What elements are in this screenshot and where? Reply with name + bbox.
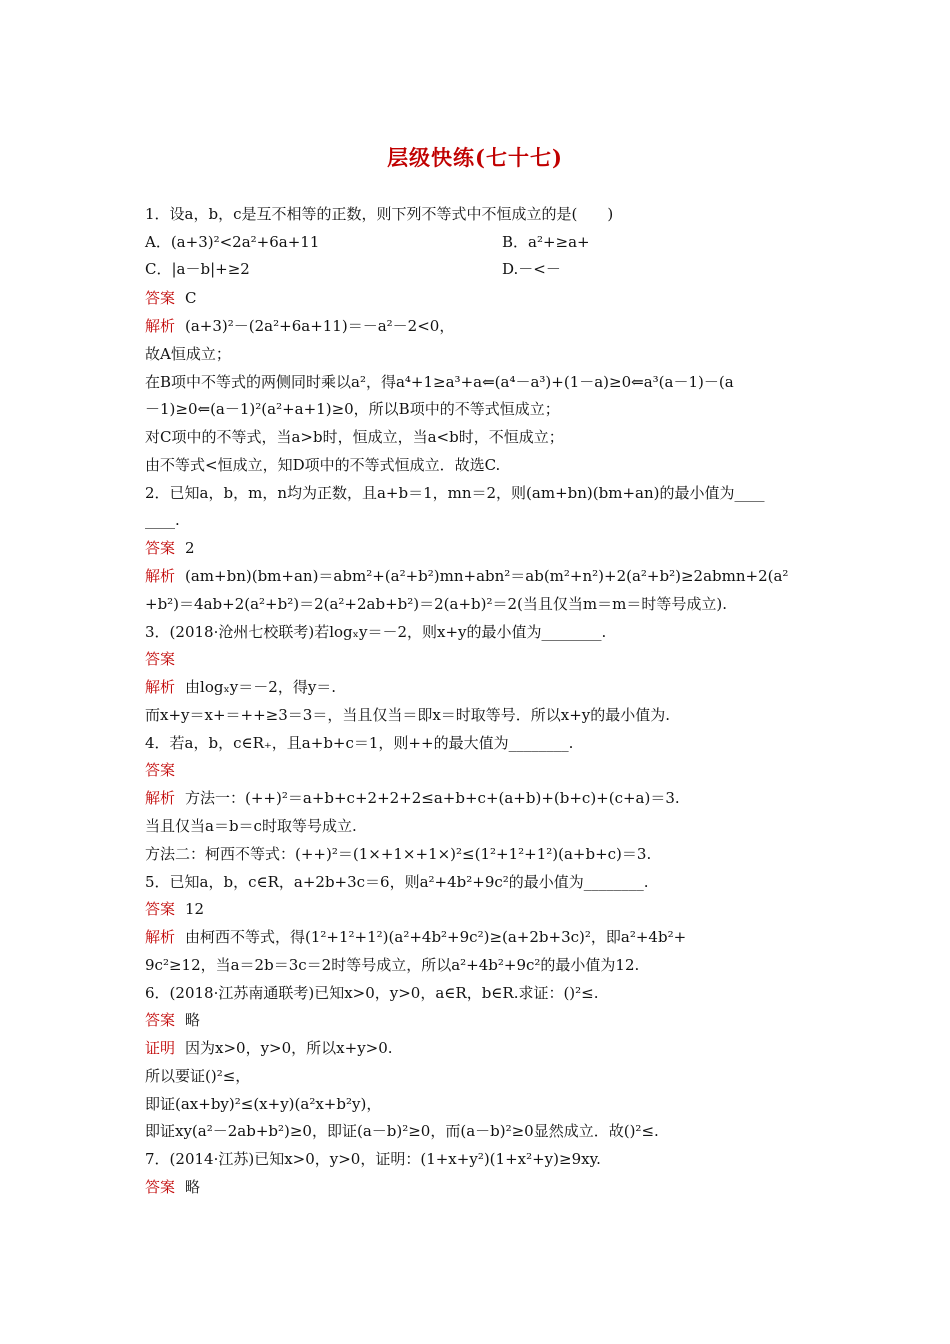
text-line [145, 427, 810, 447]
text-line [145, 1066, 810, 1086]
line-text: －1)≥0⇐(a－1)²(a²+a+1)≥0，所以B项中的不等式恒成立； [145, 400, 560, 418]
line-text: 由柯西不等式，得(1²+1²+1²)(a²+4b²+9c²)≥(a+2b+3c)²，即a²+4b²+ [185, 928, 687, 946]
line-text: ____. [145, 511, 180, 529]
text-line [145, 760, 810, 780]
line-text: 略 [185, 1011, 201, 1029]
text-line [145, 1094, 810, 1114]
answer-tag: 解析 [145, 567, 176, 585]
line-text: 3．(2018·沧州七校联考)若logₓy＝－2，则x+y的最小值为________. [145, 623, 607, 641]
text-line [145, 677, 810, 697]
line-text: (a+3)²－(2a²+6a+11)＝－a²－2<0， [185, 317, 455, 335]
choice-option: A．(a+3)²<2a²+6a+11 [145, 233, 320, 251]
text-line [145, 510, 810, 530]
text-line [145, 1038, 810, 1058]
answer-tag: 答案 [145, 539, 176, 557]
answer-tag: 解析 [145, 678, 176, 696]
line-text: 2 [185, 539, 195, 557]
line-text: 即证(ax+by)²≤(x+y)(a²x+b²y)， [145, 1095, 382, 1113]
line-text: 4．若a，b，c∈R₊，且a+b+c＝1，则++的最大值为________. [145, 734, 574, 752]
text-line [145, 483, 810, 503]
text-line [145, 594, 810, 614]
line-text: 所以要证()²≤， [145, 1067, 251, 1085]
text-line [145, 705, 810, 725]
answer-tag: 解析 [145, 317, 176, 335]
text-line [145, 649, 810, 669]
choice-option: B．a²+≥a+ [502, 233, 590, 251]
line-text: 而x+y＝x+＝++≥3＝3＝，当且仅当＝即x＝时取等号．所以x+y的最小值为. [145, 706, 671, 724]
line-text: 5．已知a，b，c∈R，a+2b+3c＝6，则a²+4b²+9c²的最小值为________. [145, 873, 649, 891]
line-text: 由logₓy＝－2，得y＝. [185, 678, 337, 696]
answer-tag: 解析 [145, 789, 176, 807]
line-text: 9c²≥12，当a＝2b＝3c＝2时等号成立，所以a²+4b²+9c²的最小值为12. [145, 956, 640, 974]
answer-tag: 答案 [145, 1178, 176, 1196]
line-text: 在B项中不等式的两侧同时乘以a²，得a⁴+1≥a³+a⇐(a⁴－a³)+(1－a)≥0⇐a³(a－1)－(a [145, 373, 734, 391]
text-line [145, 844, 810, 864]
text-line [145, 788, 810, 808]
line-text: 略 [185, 1178, 201, 1196]
text-line [145, 455, 810, 475]
text-line [145, 983, 810, 1003]
text-line [145, 204, 810, 224]
line-text: 由不等式<恒成立，知D项中的不等式恒成立．故选C. [145, 456, 501, 474]
text-line [145, 816, 810, 836]
text-line [145, 1121, 810, 1141]
line-text: 对C项中的不等式，当a>b时，恒成立，当a<b时，不恒成立； [145, 428, 564, 446]
text-line [145, 399, 810, 419]
text-line [145, 622, 810, 642]
line-text: C [185, 289, 197, 307]
text-line [145, 344, 810, 364]
line-text: 2．已知a，b，m，n均为正数，且a+b＝1，mn＝2，则(am+bn)(bm+an)的最小值为____ [145, 484, 765, 502]
answer-tag: 答案 [145, 650, 176, 668]
text-line [145, 538, 810, 558]
line-text: +b²)＝4ab+2(a²+b²)＝2(a²+2ab+b²)＝2(a+b)²＝2(当且仅当m＝m＝时等号成立). [145, 595, 727, 613]
text-line [145, 288, 810, 308]
answer-tag: 证明 [145, 1039, 176, 1057]
answer-tag: 答案 [145, 1011, 176, 1029]
text-line [145, 899, 810, 919]
text-line [145, 733, 810, 753]
line-text: 当且仅当a＝b＝c时取等号成立. [145, 817, 357, 835]
line-text: 因为x>0，y>0，所以x+y>0. [185, 1039, 393, 1057]
text-line [145, 1010, 810, 1030]
page-title: 层级快练(七十七) [387, 145, 563, 170]
text-line [145, 872, 810, 892]
line-text: 方法一：(++)²＝a+b+c+2+2+2≤a+b+c+(a+b)+(b+c)+(c+a)＝3. [185, 789, 680, 807]
line-text: 7．(2014·江苏)已知x>0，y>0，证明：(1+x+y²)(1+x²+y)≥9xy. [145, 1150, 601, 1168]
line-text: 1．设a，b，c是互不相等的正数，则下列不等式中不恒成立的是( ) [145, 205, 614, 223]
line-text: 故A恒成立； [145, 345, 231, 363]
text-line [145, 316, 810, 336]
choice-option: C．|a－b|+≥2 [145, 260, 250, 278]
line-text: 即证xy(a²－2ab+b²)≥0，即证(a－b)²≥0，而(a－b)²≥0显然成立．故()²≤. [145, 1122, 659, 1140]
answer-tag: 答案 [145, 900, 176, 918]
line-text: 6．(2018·江苏南通联考)已知x>0，y>0，a∈R，b∈R.求证：()²≤. [145, 984, 599, 1002]
text-line [145, 927, 810, 947]
answer-tag: 答案 [145, 289, 176, 307]
line-text: 方法二：柯西不等式：(++)²＝(1×+1×+1×)²≤(1²+1²+1²)(a+b+c)＝3. [145, 845, 652, 863]
text-line [145, 372, 810, 392]
answer-tag: 解析 [145, 928, 176, 946]
text-line [145, 1149, 810, 1169]
text-line [145, 955, 810, 975]
choice-option: D.－<－ [502, 260, 561, 278]
text-line [145, 566, 810, 586]
line-text: 12 [185, 900, 205, 918]
line-text: (am+bn)(bm+an)＝abm²+(a²+b²)mn+abn²＝ab(m²+n²)+2(a²+b²)≥2abmn+2(a² [185, 567, 789, 585]
text-line [145, 1177, 810, 1197]
answer-tag: 答案 [145, 761, 176, 779]
